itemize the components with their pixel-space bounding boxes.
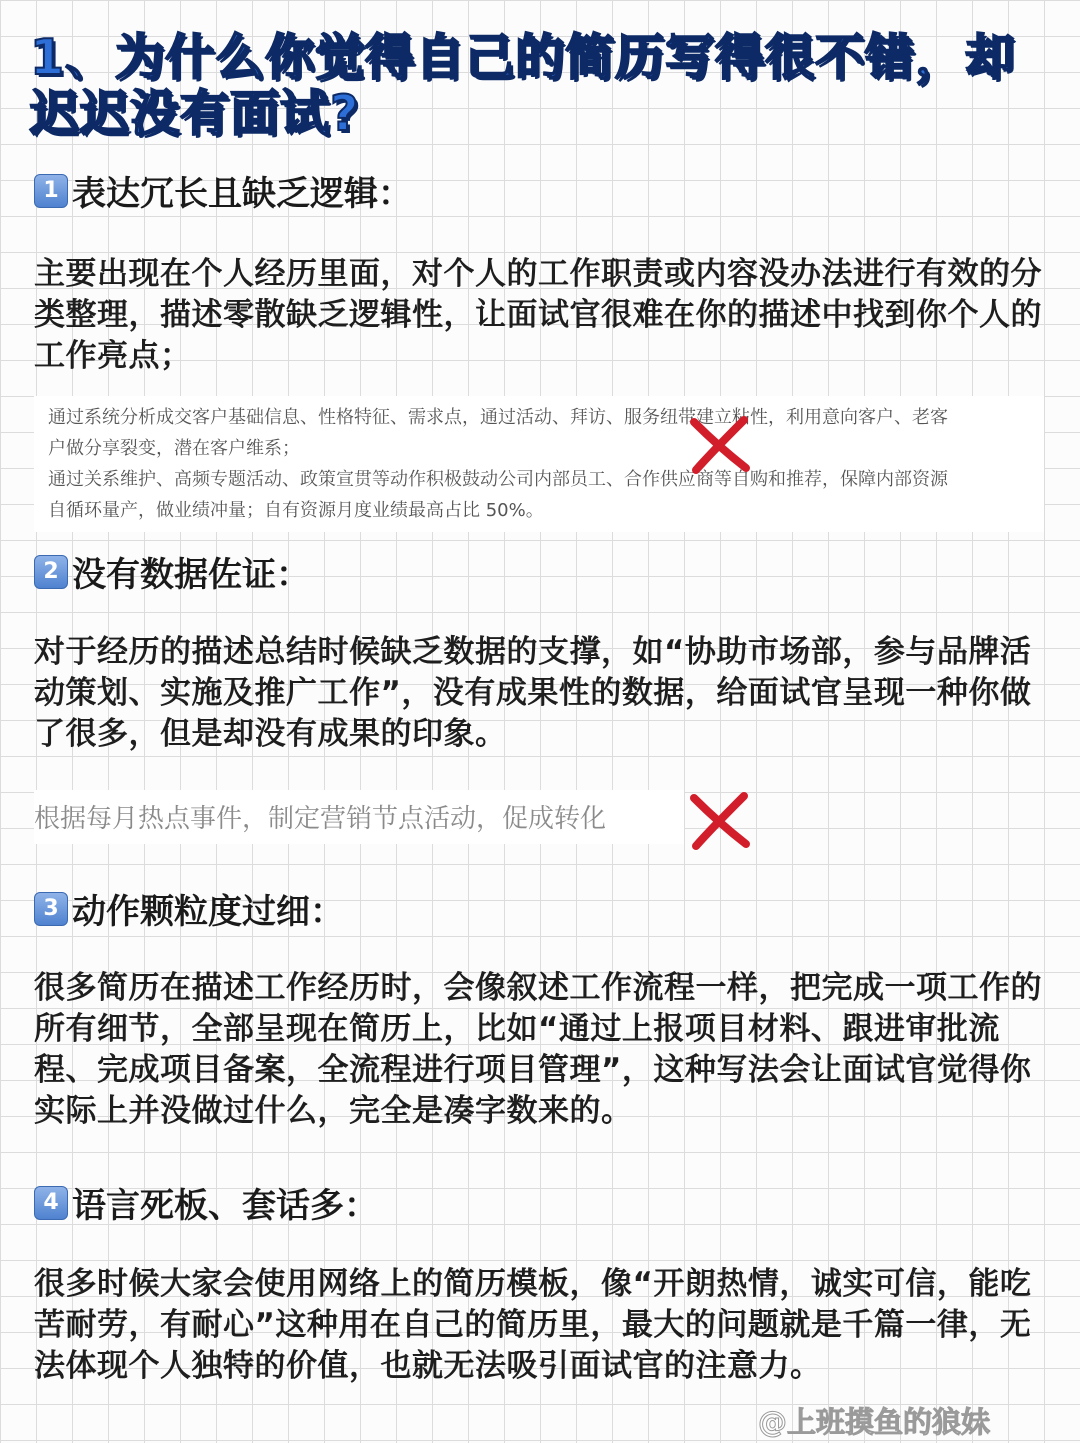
section-4-body: 很多时候大家会使用网络上的简历模板，像“开朗热情，诚实可信，能吃苦耐劳，有耐心”这种用在自己的简历里，最大的问题就是千篇一律，无法体现个人独特的价值，也就无法吸引面试官的注意力。 xyxy=(34,1266,1032,1384)
section-3-heading-text: 动作颗粒度过细： xyxy=(72,892,344,932)
section-2-example xyxy=(34,790,684,844)
section-2-body: 对于经历的描述总结时候缺乏数据的支撑，如“协助市场部，参与品牌活动策划、实施及推广工作”，没有成果性的数据，给面试官呈现一种你做了很多，但是却没有成果的印象。 xyxy=(34,634,1032,752)
section-1-heading-text: 表达冗长且缺乏逻辑： xyxy=(72,174,412,214)
section-1-example xyxy=(34,396,1044,532)
red-x-icon xyxy=(688,416,752,474)
keycap-4-icon: 4 xyxy=(34,1186,68,1220)
keycap-3-icon: 3 xyxy=(34,892,68,926)
section-2-heading-text: 没有数据佐证： xyxy=(72,555,310,595)
section-2-example-text: 根据每月热点事件，制定营销节点活动，促成转化 xyxy=(34,804,607,834)
watermark: @上班摸鱼的狼妹 xyxy=(758,1405,991,1439)
section-4-heading xyxy=(34,1178,378,1227)
keycap-1-icon: 1 xyxy=(34,174,68,208)
page-title-line-1: 1、为什么你觉得自己的简历写得很不错，却 xyxy=(30,29,1016,86)
section-4-heading-text: 语言死板、套话多： xyxy=(72,1186,378,1226)
page-title xyxy=(30,30,1060,142)
section-1-heading xyxy=(34,166,412,215)
section-3-body: 很多简历在描述工作经历时，会像叙述工作流程一样，把完成一项工作的所有细节，全部呈现在简历上，比如“通过上报项目材料、跟进审批流程、完成项目备案，全流程进行项目管理”，这种写法会让面试官觉得你实际上并没做过什么，完全是凑字数来的。 xyxy=(34,970,1042,1129)
section-1-example-line-2: 户做分享裂变，潜在客户维系； xyxy=(48,438,300,459)
red-x-icon xyxy=(688,792,752,850)
section-1-example-line-4: 自循环量产，做业绩冲量；自有资源月度业绩最高占比 50%。 xyxy=(48,500,544,521)
section-2-heading xyxy=(34,547,310,596)
keycap-2-icon: 2 xyxy=(34,555,68,589)
page-title-line-2: 迟迟没有面试? xyxy=(30,85,360,142)
section-1-example-line-1: 通过系统分析成交客户基础信息、性格特征、需求点，通过活动、拜访、服务纽带建立粘性，利用意向客户、老客 xyxy=(48,407,948,428)
section-1-body: 主要出现在个人经历里面，对个人的工作职责或内容没办法进行有效的分类整理，描述零散缺乏逻辑性，让面试官很难在你的描述中找到你个人的工作亮点； xyxy=(34,256,1042,374)
section-1-example-line-3: 通过关系维护、高频专题活动、政策宣贯等动作积极鼓动公司内部员工、合作供应商等自购和推荐，保障内部资源 xyxy=(48,469,948,490)
section-3-heading xyxy=(34,884,344,933)
